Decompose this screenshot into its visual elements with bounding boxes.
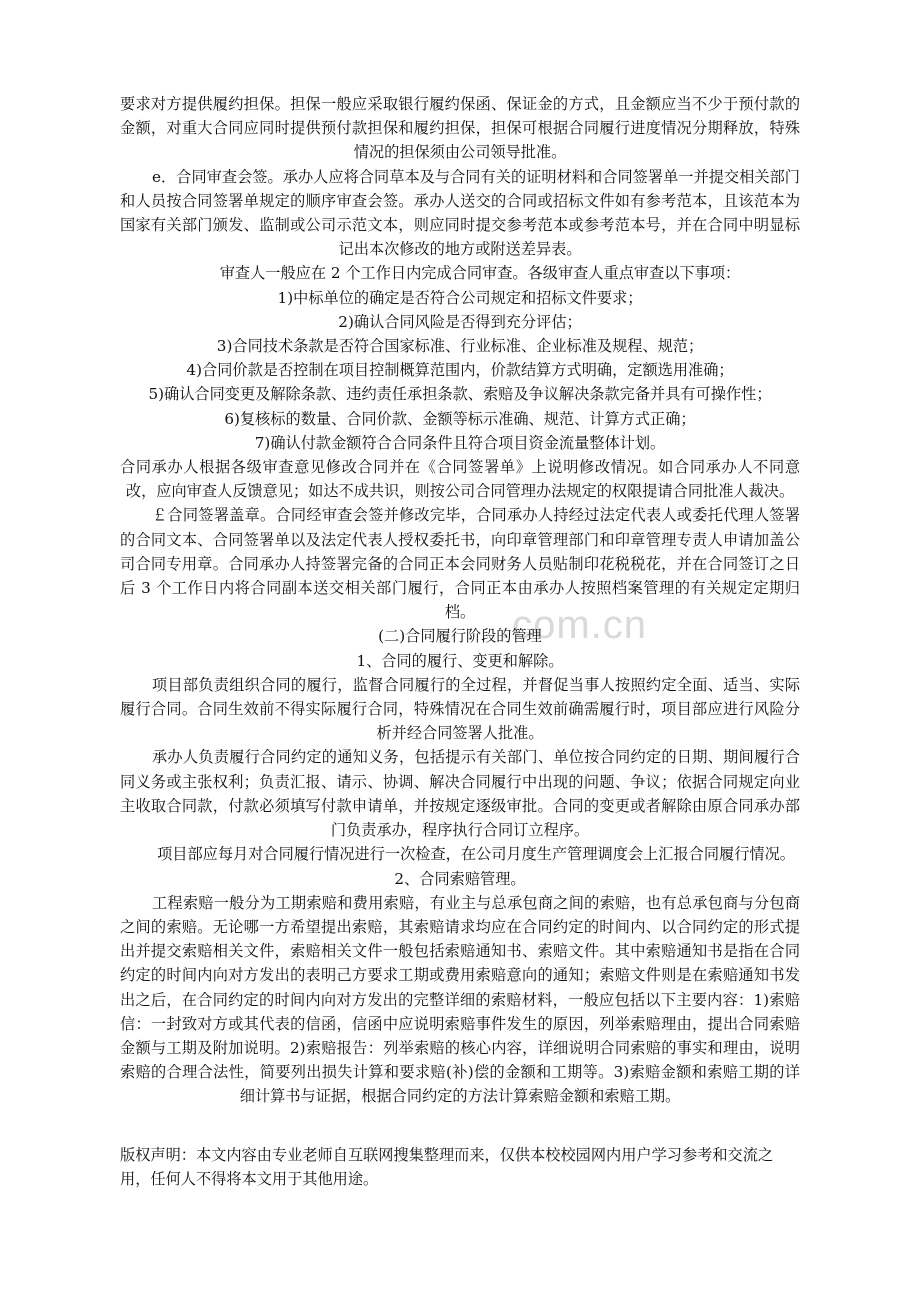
review-item-2: 2)确认合同风险是否得到充分评估； — [338, 312, 582, 331]
review-item-6: 6)复核标的数量、合同价款、金额等标示准确、规范、计算方式正确； — [224, 409, 696, 428]
paragraph-guarantee: 要求对方提供履约担保。担保一般应采取银行履约保函、保证金的方式，且金额应当不少于预付款的金额，对重大合同应同时提供预付款担保和履约担保，担保可根据合同履行进度情况分期释放，特殊情况的担保须由公司领导批准。 — [120, 95, 800, 162]
review-item-1: 1)中标单位的确定是否符合公司规定和招标文件要求； — [277, 288, 643, 307]
subheading-claims: 2、合同索赔管理。 — [394, 869, 526, 888]
review-item-7: 7)确认付款金额符合合同条件且符合项目资金流量整体计划。 — [254, 433, 666, 452]
watermark: .com.cn — [500, 603, 648, 647]
paragraph-monthly-check: 项目部应每月对合同履行情况进行一次检查，在公司月度生产管理调度会上汇报合同履行情况。 — [157, 845, 795, 864]
section-heading-performance: (二)合同履行阶段的管理 — [378, 627, 542, 646]
review-item-3: 3)合同技术条款是否符合国家标准、行业标准、企业标准及规程、规范； — [216, 337, 704, 356]
paragraph-project-dept: 项目部负责组织合同的履行，监督合同履行的全过程，并督促当事人按照约定全面、适当、实际履行合同。合同生效前不得实际履行合同，特殊情况在合同生效前确需履行时，项目部应进行风险分析并经合同签署人批准。 — [120, 675, 800, 743]
review-item-4: 4)合同价款是否控制在项目控制概算范围内，价款结算方式明确，定额选用准确； — [186, 361, 734, 380]
paragraph-revision: 合同承办人根据各级审查意见修改合同并在《合同签署单》上说明修改情况。如合同承办人不同意改，应向审查人反馈意见；如达不成共识，则按公司合同管理办法规定的权限提请合同批准人裁决。 — [120, 458, 800, 501]
copyright-notice: 版权声明：本文内容由专业老师自互联网搜集整理而来，仅供本校校园网内用户学习参考和交流之用，任何人不得将本文用于其他用途。 — [120, 1145, 774, 1188]
review-item-5: 5)确认合同变更及解除条款、违约责任承担条款、索赔及争议解决条款完备并具有可操作性； — [148, 385, 772, 404]
document-body — [120, 92, 800, 1191]
paragraph-review-scope: 审查人一般应在 2 个工作日内完成合同审查。各级审查人重点审查以下事项： — [219, 264, 741, 283]
paragraph-handler-duties: 承办人负责履行合同约定的通知义务，包括提示有关部门、单位按合同约定的日期、期间履行合同义务或主张权利；负责汇报、请示、协调、解决合同履行中出现的问题、争议；依据合同规定向业主收取合同款，付款必须填写付款申请单，并按规定逐级审批。合同的变更或者解除由原合同承办部门负责承办，程序执行合同订立程序。 — [120, 748, 800, 840]
subheading-performance-change: 1、合同的履行、变更和解除。 — [356, 651, 564, 670]
paragraph-claims: 工程索赔一般分为工期索赔和费用索赔，有业主与总承包商之间的索赔，也有总承包商与分包商之间的索赔。无论哪一方希望提出索赔，其索赔请求均应在合同约定的时间内、以合同约定的形式提出并提交索赔相关文件，索赔相关文件一般包括索赔通知书、索赔文件。其中索赔通知书是指在合同约定的时间内向对方发出的表明己方要求工期或费用索赔意向的通知；索赔文件则是在索赔通知书发出之后，在合同约定的时间内向对方发出的完整详细的索赔材料，一般应包括以下主要内容：1)索赔信：一封致对方或其代表的信函，信函中应说明索赔事件发生的原因，列举索赔理由，提出合同索赔金额与工期及附加说明。2)索赔报告：列举索赔的核心内容，详细说明合同索赔的事实和理由，说明索赔的合理合法性，简要列出损失计算和要求赔(补)偿的金额和工期等。3)索赔金额和索赔工期的详细计算书与证据，根据合同约定的方法计算索赔金额和索赔工期。 — [120, 893, 800, 1106]
paragraph-signing-seal: ￡合同签署盖章。合同经审查会签并修改完毕，合同承办人持经过法定代表人或委托代理人签署的合同文本、合同签署单以及法定代表人授权委托书，向印章管理部门和印章管理专责人申请加盖公司合同专用章。合同承办人持签署完备的合同正本会同财务人员贴制印花税税花，并在合同签订之日后 3 个工作日内将合同副本送交相关部门履行，合同正本由承办人按照档案管理的有关规定定期归档。 — [120, 506, 800, 622]
paragraph-review-signoff: e．合同审查会签。承办人应将合同草本及与合同有关的证明材料和合同签署单一并提交相关部门和人员按合同签署单规定的顺序审查会签。承办人送交的合同或招标文件如有参考范本，且该范本为国家有关部门颁发、监制或公司示范文本，则应同时提交参考范本或参考范本号，并在合同中明显标记出本次修改的地方或附送差异表。 — [120, 167, 800, 259]
